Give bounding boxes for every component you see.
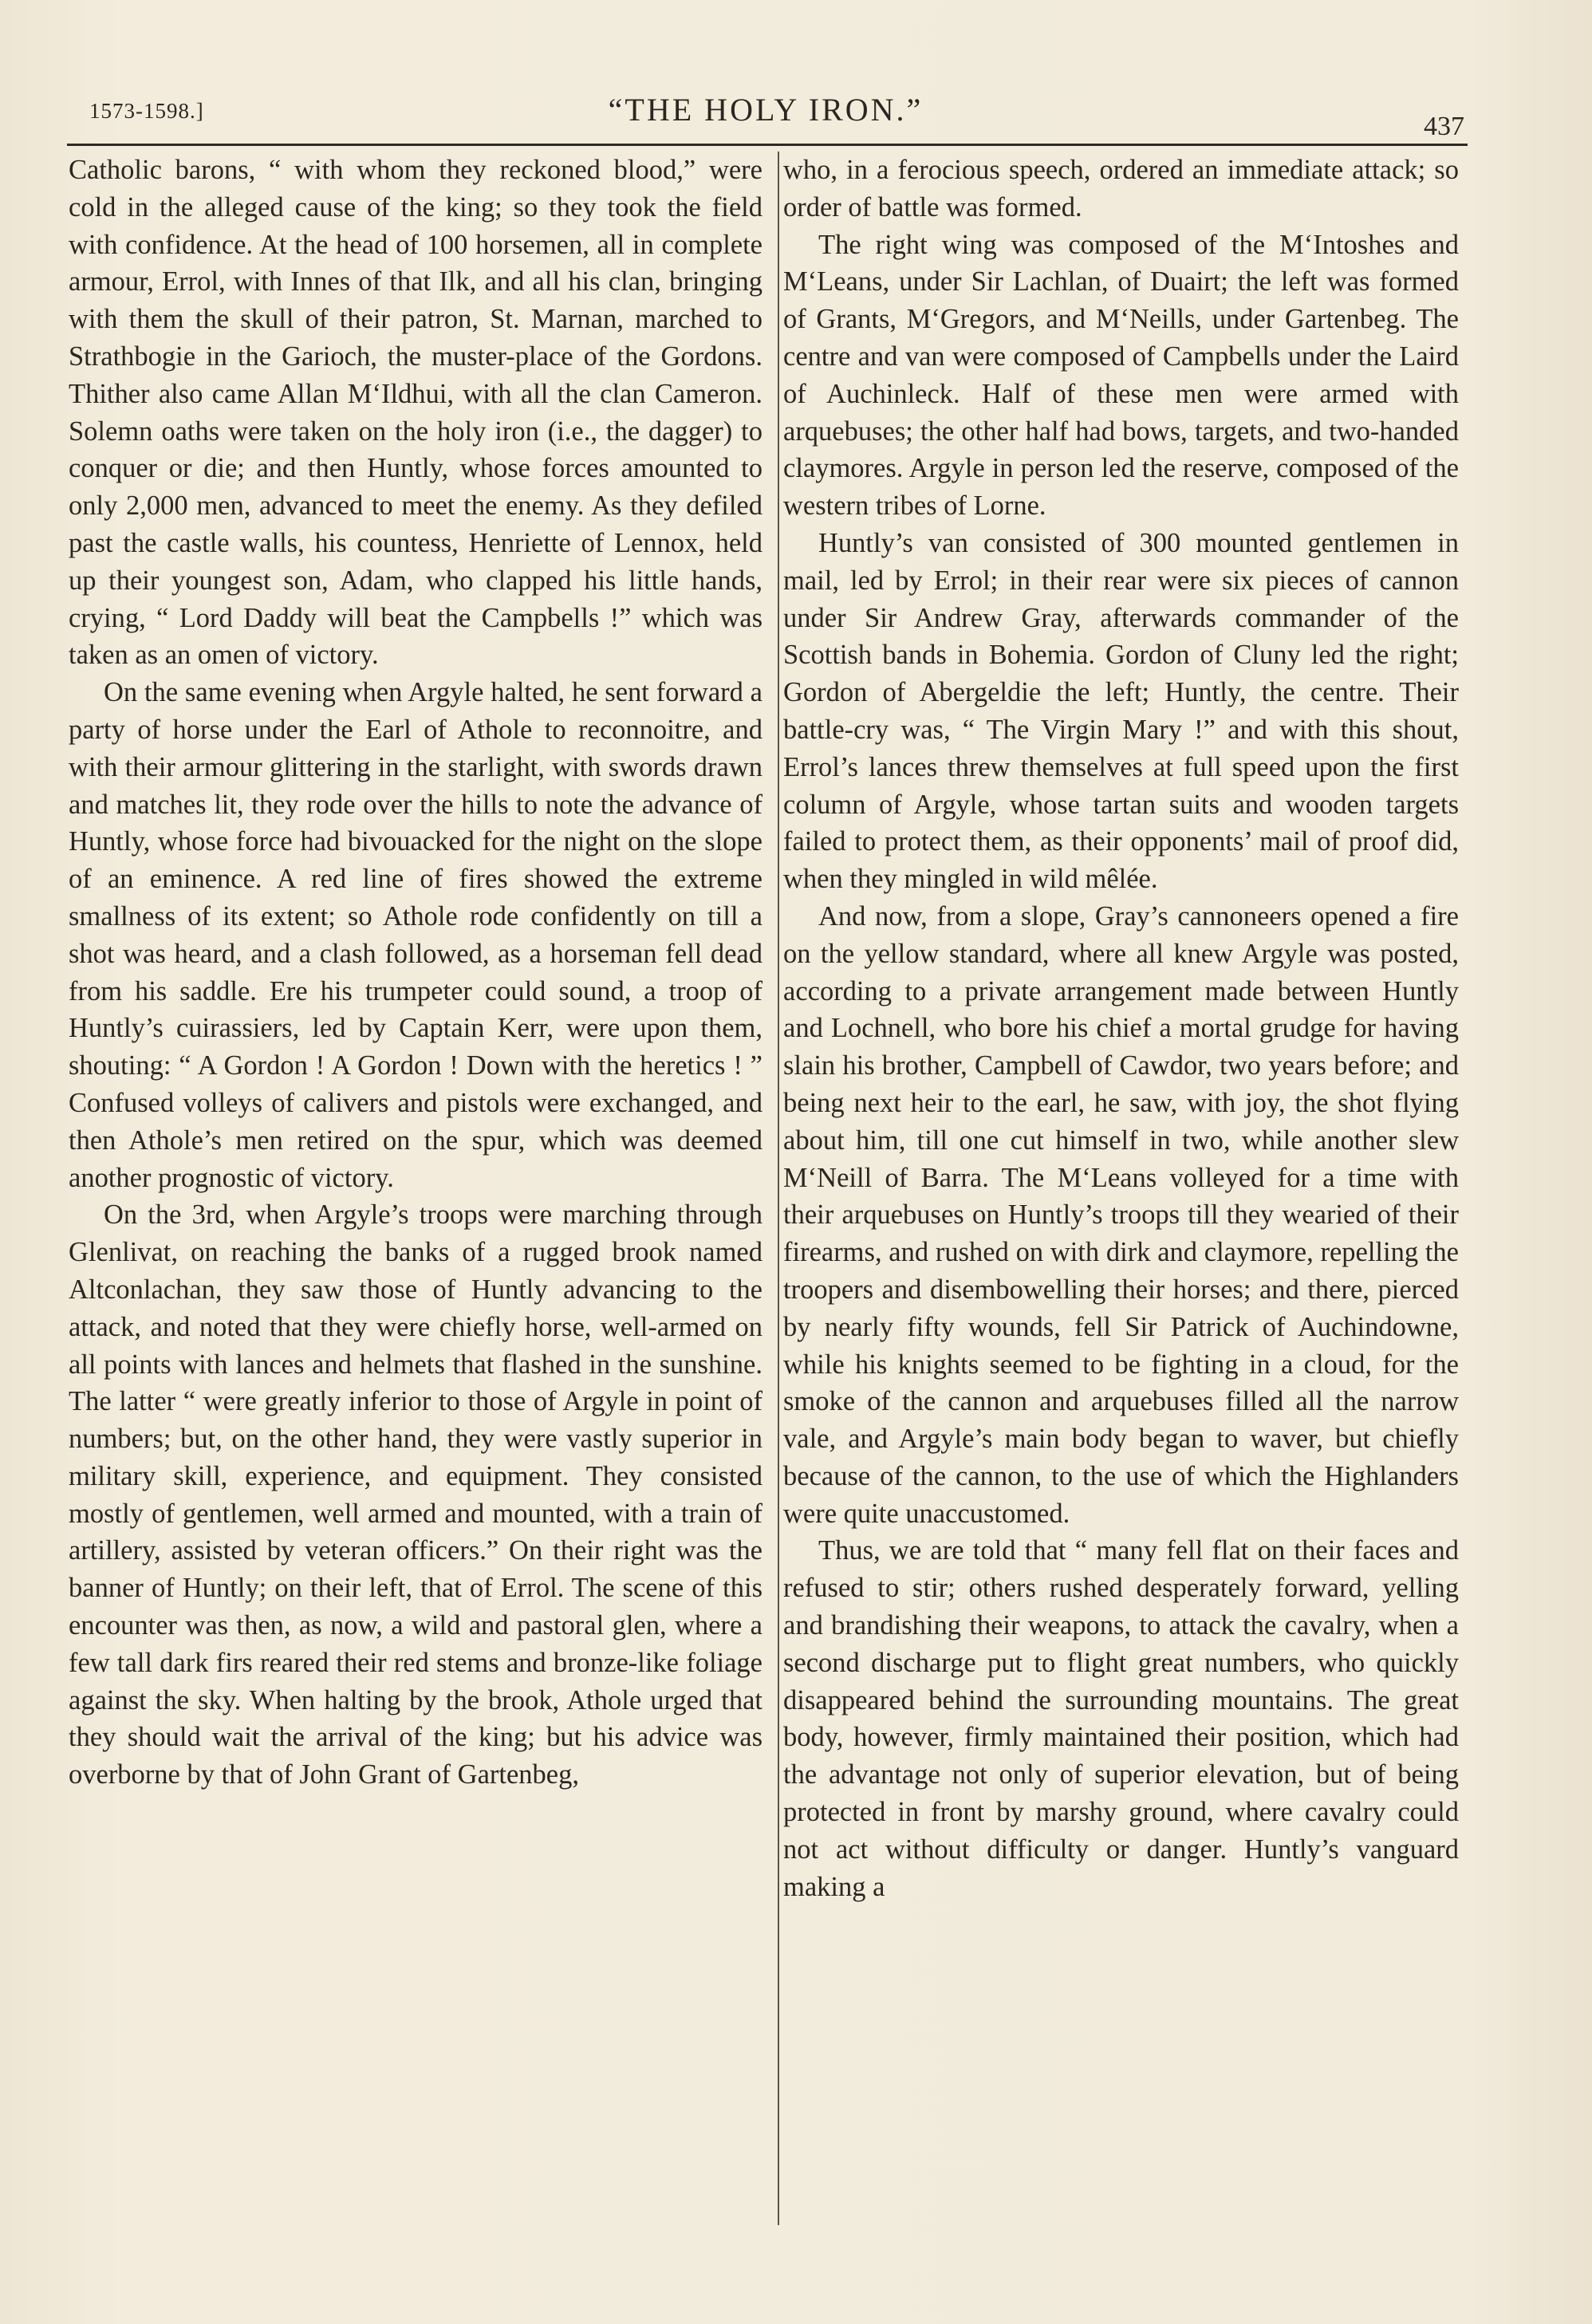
page-number: 437 — [1424, 112, 1464, 141]
left-column — [69, 152, 763, 1794]
paragraph: Catholic barons, “ with whom they reckoned blood,” were cold in the alleged cause of the king; so they took the field with confidence. At the head of 100 horsemen, all in complete armour, Errol, with Innes of that Ilk, and all his clan, bringing with them the skull of their patron, St. Marnan, marched to Strathbogie in the Garioch, the muster-place of the Gordons. Thither also came Allan M‘Ildhui, with all the clan Cameron. Solemn oaths were taken on the holy iron (i.e., the dagger) to conquer or die; and then Huntly, whose forces amounted to only 2,000 men, advanced to meet the enemy. As they defiled past the castle walls, his countess, Henriette of Lennox, held up their youngest son, Adam, who clapped his little hands, crying, “ Lord Daddy will beat the Campbells !” which was taken as an omen of victory. — [69, 155, 763, 671]
paragraph: Thus, we are told that “ many fell flat on their faces and refused to stir; others rushed desperately forward, yelling and brandishing their weapons, to attack the cavalry, when a second discharge put to flight great numbers, who quickly disappeared behind the surrounding mountains. The great body, however, firmly maintained their position, which had the advantage not only of superior elevation, but of being protected in front by marshy ground, where cavalry could not act without difficulty or danger. Huntly’s vanguard making a — [783, 1535, 1459, 1902]
paragraph: And now, from a slope, Gray’s cannoneers opened a fire on the yellow standard, where all knew Argyle was posted, according to a private arrangement made between Huntly and Lochnell, who bore his chief a mortal grudge for having slain his brother, Campbell of Cawdor, two years before; and being next heir to the earl, he saw, with joy, the shot flying about him, till one cut himself in two, while another slew M‘Neill of Barra. The M‘Leans volleyed for a time with their arquebuses on Huntly’s troops till they wearied of their firearms, and rushed on with dirk and claymore, repelling the troopers and disembowelling their horses; and there, pierced by nearly fifty wounds, fell Sir Patrick of Auchindowne, while his knights seemed to be fighting in a cloud, for the smoke of the cannon and arquebuses filled all the narrow vale, and Argyle’s main body began to waver, but chiefly because of the cannon, to the use of which the Highlanders were quite unaccustomed. — [783, 900, 1459, 1529]
running-title: “THE HOLY IRON.” — [608, 92, 924, 128]
paragraph: The right wing was composed of the M‘Intoshes and M‘Leans, under Sir Lachlan, of Duairt; the left was formed of Grants, M‘Gregors, and M‘Neills, under Gartenbeg. The centre and van were composed of Campbells under the Laird of Auchinleck. Half of these men were armed with arquebuses; the other half had bows, targets, and two-handed claymores. Argyle in person led the reserve, composed of the western tribes of Lorne. — [783, 229, 1459, 522]
paragraph: who, in a ferocious speech, ordered an immediate attack; so order of battle was formed. — [783, 155, 1459, 223]
date-range: 1573-1598.] — [89, 99, 204, 123]
right-column — [783, 152, 1459, 1905]
running-header — [67, 85, 1464, 140]
paragraph: On the same evening when Argyle halted, he sent forward a party of horse under the Earl of Athole to reconnoitre, and with their armour glittering in the starlight, with swords drawn and matches lit, they rode over the hills to note the advance of Huntly, whose force had bivouacked for the night on the slope of an eminence. A red line of fires showed the extreme smallness of its extent; so Athole rode confidently on till a shot was heard, and a clash followed, as a horseman fell dead from his saddle. Ere his trumpeter could sound, a troop of Huntly’s cuirassiers, led by Captain Kerr, were upon them, shouting: “ A Gordon ! A Gordon ! Down with the heretics ! ” Confused volleys of calivers and pistols were exchanged, and then Athole’s men retired on the spur, which was deemed another prognostic of victory. — [69, 677, 763, 1193]
paragraph: On the 3rd, when Argyle’s troops were marching through Glenlivat, on reaching the banks of a rugged brook named Altconlachan, they saw those of Huntly advancing to the attack, and noted that they were chiefly horse, well-armed on all points with lances and helmets that flashed in the sunshine. The latter “ were greatly inferior to those of Argyle in point of numbers; but, on the other hand, they were vastly superior in military skill, experience, and equipment. They consisted mostly of gentlemen, well armed and mounted, with a train of artillery, assisted by veteran officers.” On their right was the banner of Huntly; on their left, that of Errol. The scene of this encounter was then, as now, a wild and pastoral glen, where a few tall dark firs reared their red stems and bronze-like foliage against the sky. When halting by the brook, Athole urged that they should wait the arrival of the king; but his advice was overborne by that of John Grant of Gartenbeg, — [69, 1199, 763, 1790]
paragraph: Huntly’s van consisted of 300 mounted gentlemen in mail, led by Errol; in their rear were six pieces of cannon under Sir Andrew Gray, afterwards commander of the Scottish bands in Bohemia. Gordon of Cluny led the right; Gordon of Abergeldie the left; Huntly, the centre. Their battle-cry was, “ The Virgin Mary !” and with this shout, Errol’s lances threw themselves at full speed upon the first column of Argyle, whose tartan suits and wooden targets failed to protect them, as their opponents’ mail of proof did, when they mingled in wild mêlée. — [783, 527, 1459, 895]
header-rule — [67, 144, 1468, 146]
column-divider — [778, 152, 779, 2225]
